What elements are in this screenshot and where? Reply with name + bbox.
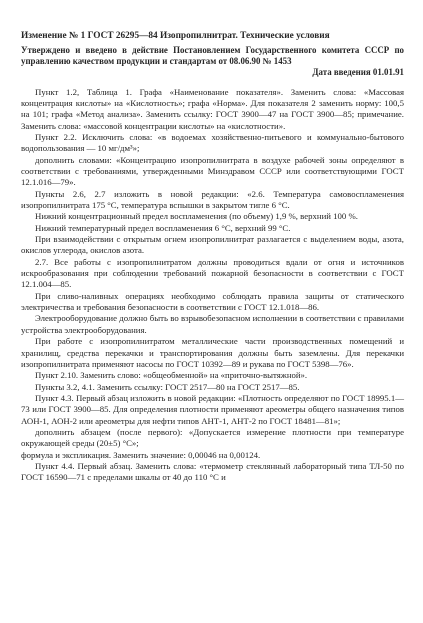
paragraph: дополнить абзацем (после первого): «Допускается измерение плотности при температуре окружающей среды (20±5) °С»; bbox=[21, 426, 404, 449]
document-title: Изменение № 1 ГОСТ 26295—84 Изопропилнитрат. Технические условия bbox=[21, 31, 330, 41]
paragraph: Пункты 3.2, 4.1. Заменить ссылку: ГОСТ 2517—80 на ГОСТ 2517—85. bbox=[35, 381, 300, 392]
paragraph: Пункт 2.10. Заменить слово: «общеобменной» на «приточно-вытяжной». bbox=[35, 370, 308, 381]
paragraph: Пункты 2.6, 2.7 изложить в новой редакции: «2.6. Температура самовоспламенения изопропилнитрата 175 °С, температура вспышки в закрытом тигле 6 °С. bbox=[21, 188, 404, 211]
paragraph: Нижний температурный предел воспламенения 6 °С, верхний 99 °С. bbox=[35, 222, 291, 233]
paragraph: Пункт 2.2. Исключить слова: «в водоемах хозяйственно-питьевого и коммунально-бытового водопользования — 10 мг/дм³»; bbox=[21, 131, 404, 154]
paragraph: Пункт 4.4. Первый абзац. Заменить слова: «термометр стеклянный лабораторный типа ТЛ-50 по ГОСТ 16590—71 с пределами шкалы от 40 до 110 °С и bbox=[21, 460, 404, 483]
paragraph: При сливо-наливных операциях необходимо соблюдать правила защиты от статического электричества и требования безопасности в соответствии с ГОСТ 12.1.018—86. bbox=[21, 290, 404, 313]
effective-date: Дата введения 01.01.91 bbox=[312, 67, 404, 78]
paragraph: 2.7. Все работы с изопропилнитратом должны проводиться вдали от огня и источников искрообразования при соблюдении требований пожарной безопасности в соответствии с ГОСТ 12.1.004—85. bbox=[21, 256, 404, 290]
document-body bbox=[21, 87, 404, 484]
paragraph: формула и экспликация. Заменить значение: 0,00046 на 0,00124. bbox=[21, 449, 261, 460]
paragraph: Пункт 1.2, Таблица 1. Графа «Наименование показателя». Заменить слова: «Массовая концентрация кислоты» на «Кислотность»; графа «Норма». Для показателя 2 заменить норму: 100,5 на 101; графа «Метод анализа». Заменить ссылку: ГОСТ 3900—47 на ГОСТ 3900—85; примечание. Заменить слова: «массовой концентрации кислоты» на «кислотности». bbox=[21, 86, 404, 131]
paragraph: При взаимодействии с открытым огнем изопропилнитрат разлагается с выделением воды, азота, окислов углерода, окислов азота. bbox=[21, 234, 404, 256]
paragraph: Пункт 4.3. Первый абзац изложить в новой редакции: «Плотность определяют по ГОСТ 18995.1—73 или ГОСТ 3900—85. Для определения плотности применяют ареометры общего назначения типов АОН-1, АОН-2 или ареометры для нефти типов АНТ-1, АНТ-2 по ГОСТ 18481—81»; bbox=[21, 392, 404, 426]
paragraph: Электрооборудование должно быть во взрывобезопасном исполнении в соответствии с правилами устройства электрооборудования. bbox=[21, 313, 404, 335]
paragraph: Нижний концентрационный предел воспламенения (по объему) 1,9 %, верхний 100 %. bbox=[35, 211, 358, 222]
approval-statement: Утверждено и введено в действие Постановлением Государственного комитета СССР по управлению качеством продукции и стандартам от 08.06.90 № 1453 bbox=[21, 45, 404, 67]
paragraph: дополнить словами: «Концентрацию изопропилнитрата в воздухе рабочей зоны определяют в соответствии с требованиями, утвержденными Минздравом СССР или соответствующими ГОСТ 12.1.016—79». bbox=[21, 154, 404, 188]
paragraph: При работе с изопропилнитратом металлические части производственных помещений и хранилищ, средства перекачки и транспортирования должны быть заземлены. Для перекачки изопропилнитрата применяют насосы по ГОСТ 10392—89 и рукава по ГОСТ 5398—76». bbox=[21, 336, 404, 369]
